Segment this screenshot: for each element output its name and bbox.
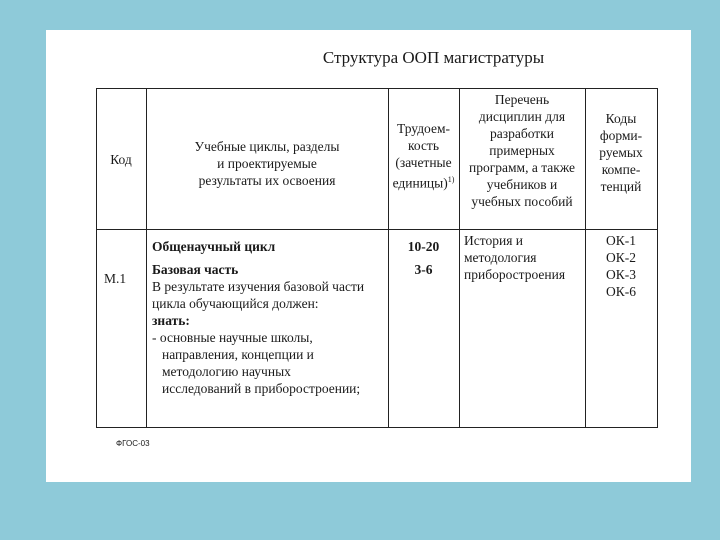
- page-title: Структура ООП магистратуры: [322, 48, 545, 67]
- footnote-marker: 1): [447, 175, 455, 184]
- header-competences-line: компе-: [601, 162, 641, 177]
- header-disciplines-line: учебников и: [486, 177, 558, 192]
- row-competences: [585, 232, 657, 300]
- header-disciplines-line: разработки: [490, 126, 554, 141]
- document-page: [46, 30, 691, 482]
- section-description-line: В результате изучения базовой части: [152, 279, 365, 294]
- header-competences-line: Коды: [605, 111, 637, 126]
- curriculum-table: [96, 88, 658, 428]
- header-disciplines-line: примерных: [489, 143, 555, 158]
- header-cycles-line: и проектируемые: [217, 156, 317, 171]
- competence-code: ОК-2: [606, 250, 636, 265]
- header-labor-line: [388, 171, 459, 192]
- footnote: ФГОС-03: [116, 439, 150, 448]
- know-item-line: исследований в приборостроении;: [162, 381, 361, 396]
- know-item-line: - основные научные школы,: [152, 330, 313, 345]
- know-label: знать:: [152, 313, 190, 328]
- header-code: Код: [110, 152, 132, 167]
- row-disciplines: [464, 232, 584, 283]
- header-labor: [388, 120, 459, 192]
- know-item-line: методологию научных: [162, 364, 291, 379]
- discipline-line: История и: [464, 233, 523, 248]
- know-item-line: направления, концепции и: [162, 347, 314, 362]
- table-border-top: [96, 88, 658, 89]
- table-border-right: [657, 88, 658, 428]
- section-name: Базовая часть: [152, 262, 239, 277]
- row-code: М.1: [104, 271, 127, 286]
- competence-code: ОК-1: [606, 233, 636, 248]
- table-header-divider: [96, 229, 658, 230]
- header-labor-line: кость: [407, 138, 439, 153]
- table-border-bottom: [96, 427, 658, 428]
- header-cycles-line: Учебные циклы, разделы: [194, 139, 340, 154]
- header-disciplines-line: дисциплин для: [478, 109, 566, 124]
- section-description-line: цикла обучающийся должен:: [152, 296, 319, 311]
- header-disciplines: [459, 91, 585, 210]
- cycle-name: Общенаучный цикл: [152, 239, 276, 254]
- row-labor: [388, 238, 459, 278]
- header-competences-line: форми-: [599, 128, 643, 143]
- header-competences-line: руемых: [599, 145, 643, 160]
- header-competences-line: тенций: [600, 179, 642, 194]
- section-labor: 3-6: [414, 262, 433, 277]
- header-cycles: [146, 138, 388, 189]
- header-labor-line: Трудоем-: [396, 121, 451, 136]
- row-cycle-content: [152, 238, 386, 397]
- table-border-left: [96, 88, 97, 428]
- cycle-labor: 10-20: [407, 239, 440, 254]
- header-labor-line: (зачетные: [395, 155, 452, 170]
- competence-code: ОК-6: [606, 284, 636, 299]
- header-labor-text: единицы): [392, 175, 448, 191]
- header-disciplines-line: Перечень: [494, 92, 550, 107]
- header-disciplines-line: программ, а также: [469, 160, 575, 175]
- header-disciplines-line: учебных пособий: [471, 194, 573, 209]
- discipline-line: приборостроения: [464, 267, 566, 282]
- discipline-line: методология: [464, 250, 537, 265]
- header-competences: [585, 110, 657, 195]
- competence-code: ОК-3: [606, 267, 636, 282]
- header-cycles-line: результаты их освоения: [198, 173, 336, 188]
